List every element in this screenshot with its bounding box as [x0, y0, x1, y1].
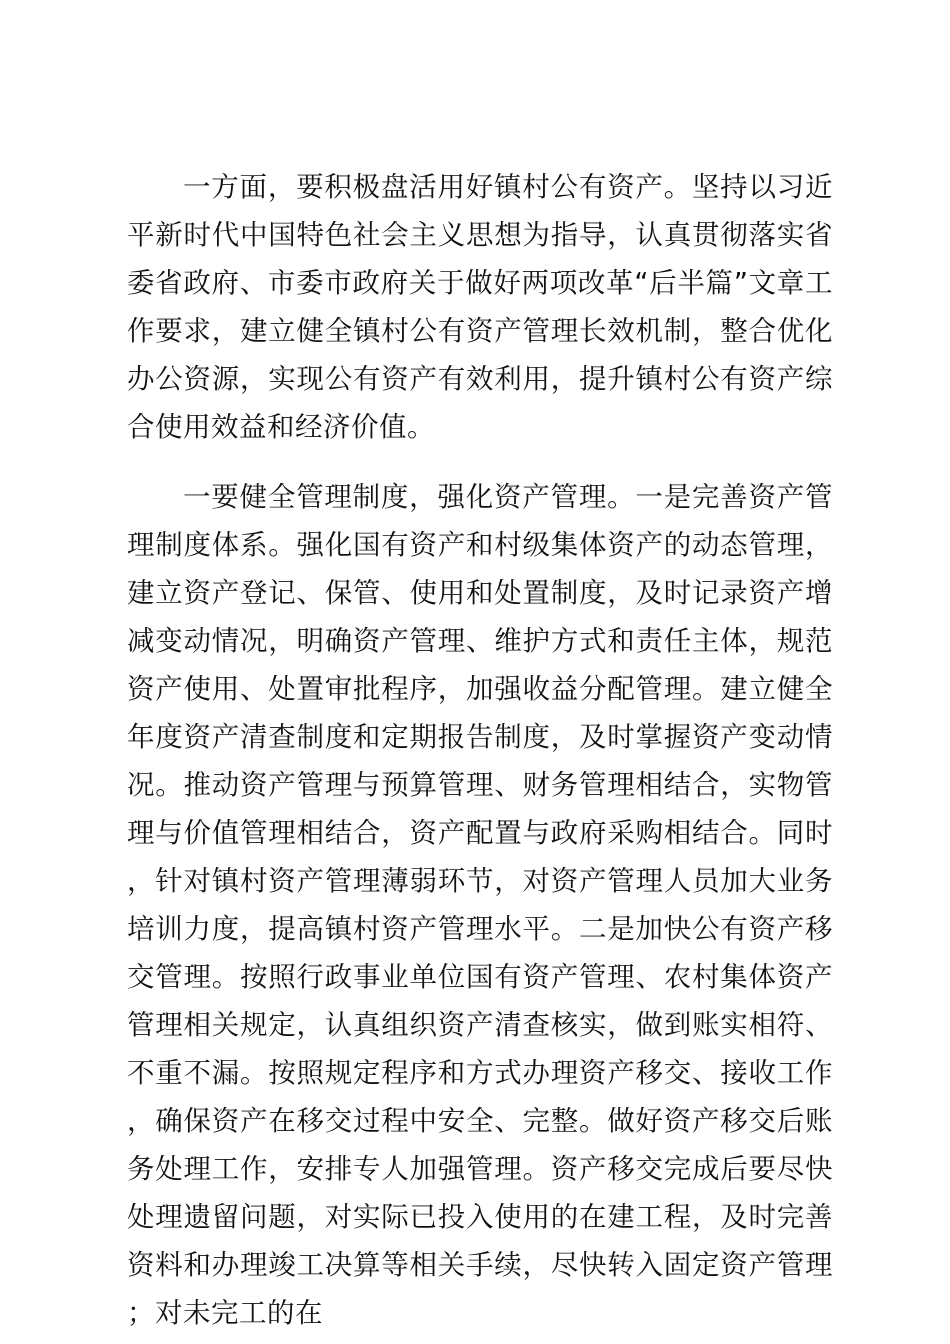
paragraph-2: 一要健全管理制度，强化资产管理。一是完善资产管理制度体系。强化国有资产和村级集体资产的动态管理，建立资产登记、保管、使用和处置制度，及时记录资产增减变动情况，明确资产管理、维护方式和责任主体，规范资产使用、处置审批程序，加强收益分配管理。建立健全年度资产清查制度和定期报告制度，及时掌握资产变动情况。推动资产管理与预算管理、财务管理相结合，实物管理与价值管理相结合，资产配置与政府采购相结合。同时，针对镇村资产管理薄弱环节，对资产管理人员加大业务培训力度，提高镇村资产管理水平。二是加快公有资产移交管理。按照行政事业单位国有资产管理、农村集体资产管理相关规定，认真组织资产清查核实，做到账实相符、不重不漏。按照规定程序和方式办理资产移交、接收工作，确保资产在移交过程中安全、完整。做好资产移交后账务处理工作，安排专人加强管理。资产移交完成后要尽快处理遗留问题，对实际已投入使用的在建工程，及时完善资料和办理竣工决算等相关手续，尽快转入固定资产管理；对未完工的在 [127, 481, 833, 1329]
document-body [127, 163, 833, 1337]
paragraph-1: 一方面，要积极盘活用好镇村公有资产。坚持以习近平新时代中国特色社会主义思想为指导，认真贯彻落实省委省政府、市委市政府关于做好两项改革“后半篇”文章工作要求，建立健全镇村公有资产管理长效机制，整合优化办公资源，实现公有资产有效利用，提升镇村公有资产综合使用效益和经济价值。 [127, 171, 833, 443]
